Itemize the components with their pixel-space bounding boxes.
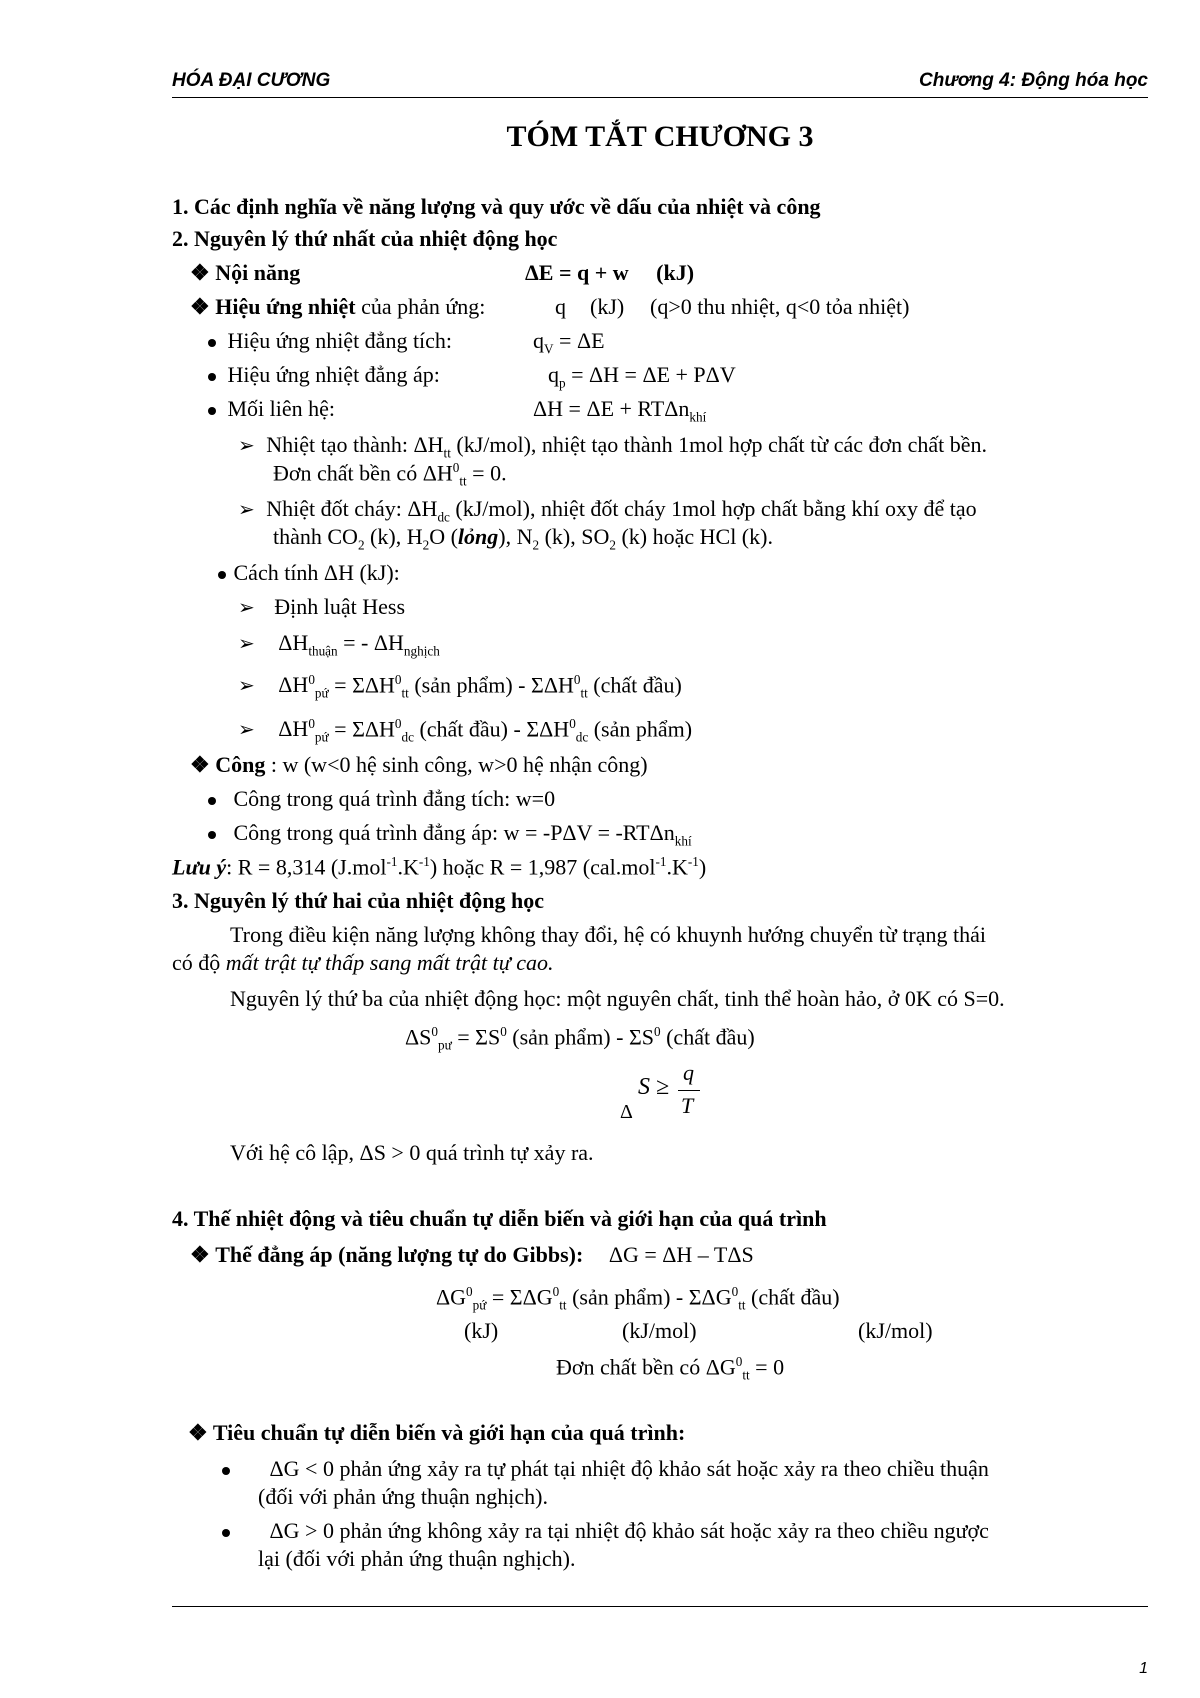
arrow-bullet-icon: ➢ [238,435,255,457]
ineq-t: T [681,1093,694,1118]
sup-0: 0 [466,1284,473,1299]
ntt-b: (kJ/mol), nhiệt tạo thành 1mol hợp chất từ các đơn chất bền. [450,432,988,457]
criterion-1-line1 [222,1456,989,1482]
ndc-long: lỏng [457,524,499,549]
hess-label: Định luật Hess [274,594,406,619]
gibbs-label: Thế đẳng áp (năng lượng tự do Gibbs): [215,1242,584,1267]
p3-line2-a: có độ [172,950,226,975]
page-title: TÓM TẮT CHƯƠNG 3 [506,120,814,153]
hieu-ung-unit: (kJ) [590,294,625,319]
tieu-chuan-label: Tiêu chuẩn tự diễn biến và giới hạn của quá trình: [212,1420,686,1445]
sup-minus1: -1 [386,854,398,869]
cong-rest: : w (w<0 hệ sinh công, w>0 hệ nhận công) [265,752,648,777]
ineq-q: q [683,1060,694,1085]
luu-y-a: : R = 8,314 (J.mol [226,854,387,880]
sup-0: 0 [500,1024,507,1039]
diamond-bullet-icon: ❖ [190,752,210,777]
header-rule [172,97,1148,98]
nhiet-dot-chay-line1 [238,496,977,525]
dg-stable-a: Đơn chất bền có ΔG [556,1354,736,1380]
hieu-ung-row [190,294,485,320]
sup-minus1: -1 [655,854,667,869]
gibbs-formula: ΔG = ΔH – TΔS [608,1242,754,1267]
dhpu2-b: = ΣΔH [328,716,395,742]
sub-tt: tt [401,685,409,701]
dg-c: (sản phẩm) - ΣΔG [566,1284,732,1310]
dh-pu-tt-row [238,672,682,702]
sup-0: 0 [731,1284,739,1299]
sup-0: 0 [569,716,576,731]
ndc-b: (kJ/mol), nhiệt đốt cháy 1mol hợp chất bằng khí oxy để tạo [449,496,977,521]
dhpu1-d: (chất đầu) [587,672,682,698]
dg-stable-b: = 0 [749,1354,785,1380]
thuan-a: ΔH [278,630,309,655]
ntt-line2a: Đơn chất bền có ΔH [273,460,453,486]
dang-ap-row [208,362,440,388]
moi-lien-he-formula [533,396,706,425]
bullet-icon [222,1467,230,1475]
sub-tt: tt [738,1297,746,1313]
dg-b: = ΣΔG [486,1284,553,1310]
thuan-nghich-row [238,630,440,659]
nhiet-tao-thanh-line1 [238,432,987,461]
sub-khi: khí [689,409,707,425]
arrow-bullet-icon: ➢ [238,499,255,521]
sup-0: 0 [394,672,402,687]
noi-nang-label: Nội năng [215,260,301,285]
diamond-bullet-icon: ❖ [188,1420,208,1445]
dh-pu-dc-row [238,716,692,746]
criterion-2-line2: lại (đối với phản ứng thuận nghịch). [258,1546,576,1571]
p3-line2-italic: mất trật tự thấp sang mất trật tự cao. [225,950,554,975]
sub-p: p [559,375,566,391]
sub-tt: tt [580,685,588,701]
sub-nghich: nghịch [403,643,440,659]
noi-nang-row [190,260,300,286]
sub-2: 2 [609,537,616,553]
luu-y-row [172,854,706,881]
sub-khi: khí [674,833,692,849]
sup-0: 0 [431,1024,438,1039]
ntt-a: Nhiệt tạo thành: ΔH [266,432,444,457]
sub-dc: dc [401,729,414,745]
ndc-2e: (k), SO [539,524,610,549]
section-3-heading: 3. Nguyên lý thứ hai của nhiệt động học [172,888,544,913]
dhpu1-c: (sản phẩm) - ΣΔH [408,672,574,698]
hieu-ung-label: Hiệu ứng nhiệt [215,294,356,319]
dang-tich-row [208,328,452,354]
moi-lien-he-label: Mối liên hệ: [227,396,336,421]
dang-tich-formula: $q_V = \Delta E$ [533,328,605,357]
dang-tich-eq: = ΔE [559,328,605,353]
ds-c: (sản phẩm) - ΣS [506,1024,655,1050]
ndc-2d: ), N [498,524,533,549]
sub-dc: dc [575,729,589,745]
page-number: 1 [1139,1660,1148,1677]
dhpu2-a: ΔH [278,716,309,742]
dhpu2-c: (chất đầu) - ΣΔH [413,716,570,742]
tieu-chuan-row [188,1420,685,1446]
bullet-icon [218,571,226,579]
sub-tt: tt [742,1367,750,1383]
cach-tinh-row [218,560,400,586]
p3-line1: Trong điều kiện năng lượng không thay đổi, hệ có khuynh hướng chuyển từ trạng thái [230,922,987,947]
cach-tinh-label: Cách tính ΔH (kJ): [233,560,400,585]
moi-lien-he-eq: ΔH = ΔE + RTΔn [533,396,690,421]
unit-kj: (kJ) [464,1318,499,1343]
dang-tich-label: Hiệu ứng nhiệt đẳng tích: [227,328,453,353]
cong-dang-ap-row [208,820,692,849]
cong-dang-tich-row [208,786,555,812]
sub-tt: tt [559,1297,567,1313]
hieu-ung-q: q [555,294,566,319]
luu-y-label: Lưu ý [172,854,227,880]
p3-line3: Nguyên lý thứ ba của nhiệt động học: một nguyên chất, tinh thể hoàn hảo, ở 0K có S=0. [230,986,1005,1011]
sub-tt: tt [443,445,451,461]
ndc-2f: (k) hoặc HCl (k). [615,524,773,549]
diamond-bullet-icon: ❖ [190,1242,210,1267]
sup-0: 0 [452,460,460,475]
ndc-2b: (k), H [364,524,423,549]
bullet-icon [208,339,216,347]
sub-pu: pư [437,1037,452,1053]
luu-y-d: .K [666,854,688,880]
cong-dang-tich-label: Công trong quá trình đẳng tích: w=0 [233,786,556,811]
luu-y-e: ) [698,854,707,880]
dg-a: ΔG [436,1284,467,1310]
arrow-bullet-icon: ➢ [238,597,255,619]
ndc-a: Nhiệt đốt cháy: ΔH [266,496,438,521]
bullet-icon [208,831,216,839]
nhiet-tao-thanh-line2 [273,460,507,490]
sup-0: 0 [735,1354,743,1369]
header-left: HÓA ĐẠI CƯƠNG [172,70,331,91]
hess-row [238,594,405,620]
sub-2: 2 [422,537,430,553]
cong-dang-ap-label: Công trong quá trình đẳng áp: w = -PΔV = -RTΔn [233,820,675,845]
arrow-bullet-icon: ➢ [238,633,255,655]
section-2-heading: 2. Nguyên lý thứ nhất của nhiệt động học [172,226,558,251]
noi-nang-eq: ΔE = q + w [525,260,629,285]
noi-nang-formula [525,260,694,286]
thuan-mid: = - ΔH [337,630,404,655]
bullet-icon [208,407,216,415]
sup-0: 0 [573,672,581,687]
sup-minus1: -1 [418,854,430,869]
diamond-bullet-icon: ❖ [190,294,210,319]
sub-thuan: thuận [308,643,338,659]
dg-formula [436,1284,840,1314]
fraction-bar [678,1090,700,1091]
co-lap-line: Với hệ cô lập, ΔS > 0 quá trình tự xảy ra. [230,1140,594,1165]
criterion-1-line2: (đối với phản ứng thuận nghịch). [258,1484,548,1509]
noi-nang-unit: (kJ) [656,260,695,285]
ds-a: ΔS [405,1024,432,1050]
hieu-ung-note: (q>0 thu nhiệt, q<0 tỏa nhiệt) [650,294,910,319]
ntt-line2b: = 0. [466,460,507,486]
hieu-ung-rest: của phản ứng: [355,294,486,319]
dang-ap-formula: $q_p = \Delta H = \Delta E + P\Delta V$ [548,362,736,391]
dhpu2-d: (sản phẩm) [588,716,693,742]
ndc-2c: O ( [429,524,458,549]
dhpu1-a: ΔH [278,672,309,698]
ds-b: = ΣS [451,1024,501,1050]
sub-pu: pứ [314,685,329,701]
diamond-bullet-icon: ❖ [190,260,210,285]
ds-formula [405,1024,755,1054]
footer-rule [172,1606,1148,1607]
section-1-heading: 1. Các định nghĩa về năng lượng và quy ước về dấu của nhiệt và công [172,194,821,219]
sup-0: 0 [394,716,402,731]
criterion-1-a: ΔG < 0 phản ứng xảy ra tự phát tại nhiệt độ khảo sát hoặc xảy ra theo chiều thuận [269,1456,989,1481]
nhiet-dot-chay-line2 [273,524,773,553]
sup-0: 0 [308,716,315,731]
sub-2: 2 [532,537,540,553]
gibbs-row [190,1242,754,1268]
sup-0: 0 [308,672,315,687]
ineq-delta: Δ [620,1101,633,1123]
p3-line2 [172,950,554,976]
sub-pu: pứ [472,1297,487,1313]
dhpu1-b: = ΣΔH [328,672,395,698]
sub-dc: dc [437,509,450,525]
ds-d: (chất đầu) [660,1024,755,1050]
sub-v: V [544,341,554,357]
unit-kj-mol-1: (kJ/mol) [622,1318,697,1343]
unit-kj-mol-2: (kJ/mol) [858,1318,933,1343]
sub-tt: tt [459,473,467,489]
sup-0: 0 [654,1024,661,1039]
luu-y-c: ) hoặc R = 1,987 (cal.mol [429,854,656,880]
cong-label: Công [215,752,266,777]
cong-row [190,752,648,778]
bullet-icon [208,797,216,805]
ineq-s: S ≥ [638,1074,670,1100]
header-right: Chương 4: Động hóa học [919,70,1148,91]
dang-ap-eq: = ΔH = ΔE + PΔV [571,362,736,387]
sub-pu: pứ [314,729,329,745]
sub-2: 2 [357,537,365,553]
moi-lien-he-row [208,396,335,422]
sup-0: 0 [552,1284,560,1299]
criterion-2-line1 [222,1518,989,1544]
dang-ap-label: Hiệu ứng nhiệt đẳng áp: [227,362,440,387]
section-4-heading: 4. Thế nhiệt động và tiêu chuẩn tự diễn biến và giới hạn của quá trình [172,1206,827,1231]
luu-y-b: .K [397,854,419,880]
arrow-bullet-icon: ➢ [238,719,255,742]
bullet-icon [208,373,216,381]
ndc-2a: thành CO [273,524,358,549]
dg-stable [556,1354,784,1384]
dg-d: (chất đầu) [745,1284,840,1310]
arrow-bullet-icon: ➢ [238,675,255,698]
sup-minus1: -1 [687,854,699,869]
criterion-2-a: ΔG > 0 phản ứng không xảy ra tại nhiệt độ khảo sát hoặc xảy ra theo chiều ngược [269,1518,989,1543]
bullet-icon [222,1529,230,1537]
